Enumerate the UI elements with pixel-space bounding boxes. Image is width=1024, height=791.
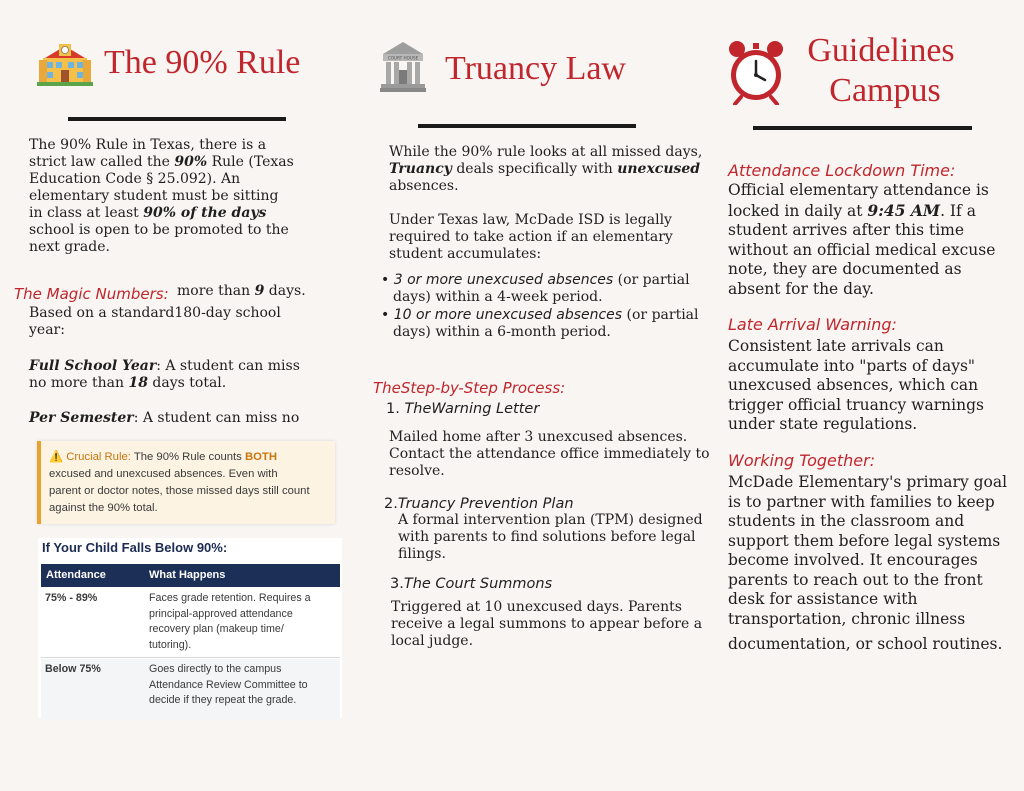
table-row: Below 75% Goes directly to the campus Attendance Review Committee to decide if they repeat the grade. <box>41 659 340 720</box>
step-process-heading: TheStep-by-Step Process: <box>373 379 566 397</box>
step-3-text: Triggered at 10 unexcused days. Parents receive a legal summons to appear before a local judge. <box>391 599 703 649</box>
step-1-heading: 1. TheWarning Letter <box>386 401 540 417</box>
truancy-intro: While the 90% rule looks at all missed days, Truancy deals specifically with unexcused absences. <box>389 144 703 194</box>
intro-paragraph: The 90% Rule in Texas, there is a strict law called the 90% Rule (Texas Education Code § 25.092). An elementary student must be sitting in class at least 90% of the days school is open to be promoted to the next grade. <box>29 137 294 255</box>
step-2-text: A formal intervention plan (TPM) designed with parents to find solutions before legal filings. <box>398 512 703 562</box>
step-1-text: Mailed home after 3 unexcused absences. Contact the attendance office immediately to resolve. <box>389 429 710 479</box>
late-arrival-text: Consistent late arrivals can accumulate into "parts of days" unexcused absences, which can trigger official truancy warnings under state regulations. <box>728 337 984 433</box>
late-arrival-heading: Late Arrival Warning: <box>728 315 897 334</box>
crucial-rule-callout: ⚠️ Crucial Rule: The 90% Rule counts BOTH excused and unexcused absences. Even with parent or doctor notes, those missed days still count against the 90% total. <box>37 441 335 524</box>
alarm-clock-icon <box>727 39 785 105</box>
table-title: If Your Child Falls Below 90%: <box>42 540 228 555</box>
lockdown-text: Official elementary attendance is locked in daily at 9:45 AM. If a student arrives after this time without an official medical excuse note, they are documented as absent for the day. <box>728 181 996 298</box>
magic-numbers-heading: The Magic Numbers: <box>14 285 169 303</box>
step-3-heading: 3.The Court Summons <box>390 576 553 592</box>
title-underline <box>418 124 636 128</box>
texas-law-paragraph: Under Texas law, McDade ISD is legally required to take action if an elementary student accumulates: <box>389 212 673 262</box>
per-semester-text: Per Semester: A student can miss no <box>29 410 300 426</box>
courthouse-icon <box>380 40 426 94</box>
column-title-90-rule: The 90% Rule <box>104 44 301 81</box>
based-on-text: Based on a standard180-day school year: <box>29 305 281 338</box>
lockdown-heading: Attendance Lockdown Time: <box>728 161 956 180</box>
warning-icon: ⚠️ <box>49 451 64 463</box>
table-row: 75% - 89% Faces grade retention. Requires a principal-approved attendance recovery plan (makeup time/ tutoring). <box>41 591 340 658</box>
full-year-text: Full School Year: A student can miss no more than 18 days total. <box>29 358 300 391</box>
magic-numbers-value: more than 9 days. <box>177 283 306 299</box>
absence-bullet: • 3 or more unexcused absences (or partial days) within a 4-week period. <box>381 272 690 305</box>
title-underline <box>753 126 972 130</box>
school-icon <box>37 42 93 86</box>
column-title-truancy-law: Truancy Law <box>445 50 626 87</box>
header-attendance: Attendance <box>46 569 106 581</box>
step-2-heading: 2.Truancy Prevention Plan <box>384 496 574 512</box>
column-title-guidelines: Guidelines Campus <box>807 32 955 109</box>
title-underline <box>68 117 286 121</box>
working-together-heading: Working Together: <box>728 451 876 470</box>
header-what-happens: What Happens <box>149 569 226 581</box>
svg-text:COURT HOUSE: COURT HOUSE <box>387 55 419 61</box>
table-header-row <box>41 564 340 587</box>
absence-bullet: • 10 or more unexcused absences (or partial days) within a 6-month period. <box>381 307 699 340</box>
below-90-table-card <box>38 538 342 718</box>
working-together-text: McDade Elementary's primary goal is to partner with families to keep students in the classroom and support them before legal systems become involved. It encourages parents to reach out to the front desk for assistance with transportation, chronic illness documentation, or school routines. <box>728 473 1008 653</box>
